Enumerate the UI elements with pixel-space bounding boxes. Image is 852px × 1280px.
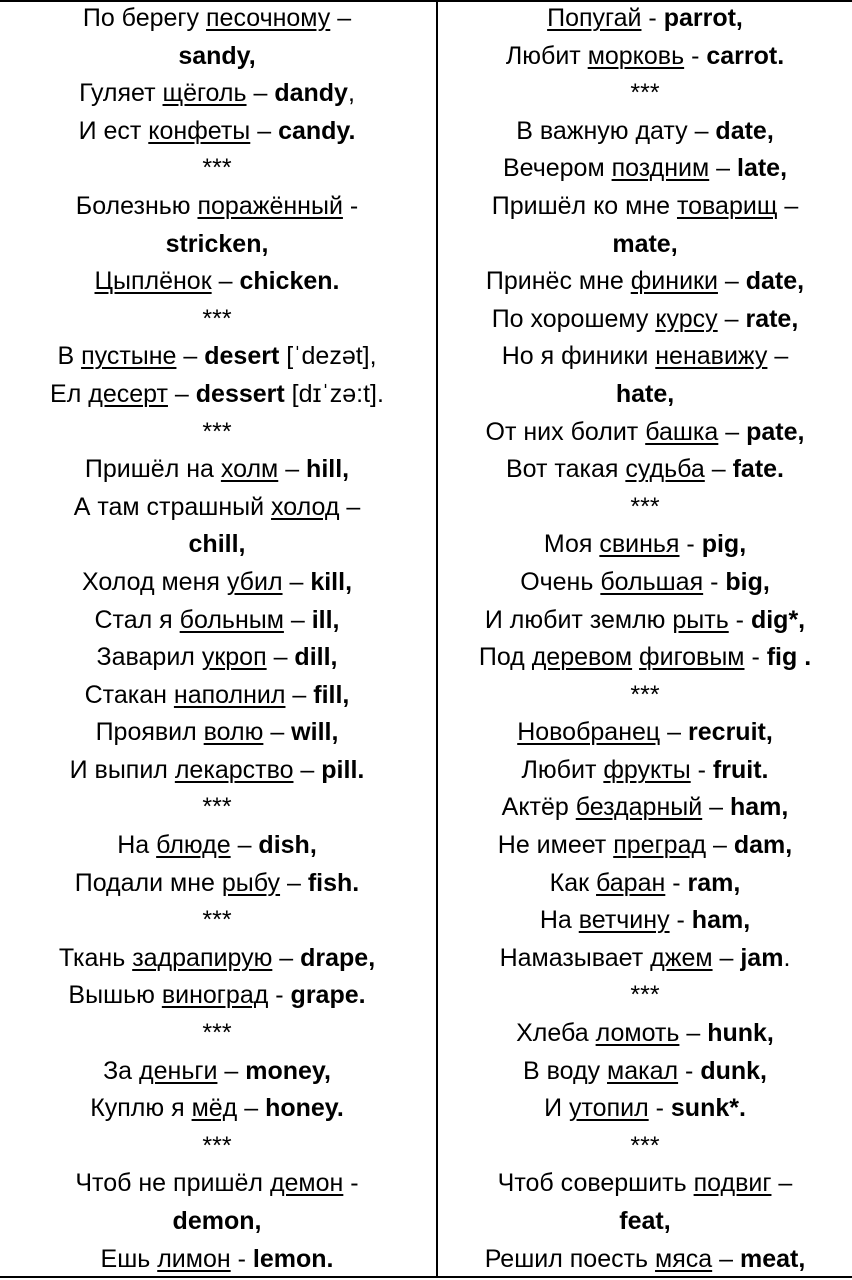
verse-line xyxy=(438,0,852,38)
english-word: pill. xyxy=(321,755,365,784)
verse-line xyxy=(438,414,852,452)
verse-text: - xyxy=(665,868,688,897)
verse-line xyxy=(438,1053,852,1091)
verse-text: – xyxy=(285,680,314,709)
russian-keyword: судьба xyxy=(625,455,705,484)
russian-keyword: демон xyxy=(269,1169,344,1198)
verse-line xyxy=(438,865,852,903)
verse-line xyxy=(438,150,852,188)
stanza-separator xyxy=(0,1015,434,1053)
verse-text: – xyxy=(717,304,746,333)
verse-text: – xyxy=(706,831,734,860)
verse-text: - xyxy=(343,1169,359,1198)
verse-line xyxy=(0,38,434,76)
verse-text: - xyxy=(684,41,707,70)
verse-text: Очень xyxy=(520,567,601,596)
english-word: sunk*. xyxy=(670,1094,746,1123)
verse-line xyxy=(438,338,852,376)
verse-line xyxy=(438,1090,852,1128)
verse-line xyxy=(0,489,434,527)
russian-keyword: морковь xyxy=(587,41,685,70)
verse-text: – xyxy=(230,831,259,860)
english-word: will, xyxy=(291,718,339,747)
verse-text: Заварил xyxy=(96,643,202,672)
russian-keyword: щёголь xyxy=(162,79,247,108)
verse-text: *** xyxy=(630,680,660,709)
verse-text: *** xyxy=(630,981,660,1010)
verse-line xyxy=(0,1165,434,1203)
verse-text: – xyxy=(167,379,196,408)
verse-line xyxy=(438,188,852,226)
verse-text: На xyxy=(117,831,157,860)
english-word: demon, xyxy=(172,1207,262,1235)
verse-text: – xyxy=(712,943,741,972)
russian-keyword: больным xyxy=(179,605,284,634)
stanza-separator xyxy=(0,902,434,940)
verse-text: Под xyxy=(478,643,532,672)
stanza-separator xyxy=(0,414,434,452)
english-word: chill, xyxy=(188,530,246,559)
english-word: kill, xyxy=(310,567,353,596)
english-word: lemon. xyxy=(252,1244,334,1273)
verse-text: В важную дату – xyxy=(516,116,716,145)
verse-text: *** xyxy=(202,154,232,183)
verse-line xyxy=(0,113,434,151)
russian-keyword: блюде xyxy=(156,831,231,860)
verse-text: Намазывает xyxy=(499,943,651,972)
verse-text: И любит землю xyxy=(484,605,673,634)
verse-text: Пришёл на xyxy=(84,455,221,484)
russian-keyword: поражённый xyxy=(197,191,343,220)
verse-text: Стакан xyxy=(84,680,174,709)
verse-line xyxy=(438,1241,852,1279)
russian-keyword: башка xyxy=(645,417,719,446)
verse-text: - xyxy=(690,755,713,784)
english-word: ham, xyxy=(691,906,751,935)
verse-text: По берегу xyxy=(82,4,206,32)
verse-text: Решил поесть xyxy=(484,1244,656,1273)
verse-line xyxy=(0,827,434,865)
russian-keyword: ненавижу xyxy=(655,342,768,371)
russian-keyword: поздним xyxy=(611,154,710,183)
english-word: hate, xyxy=(615,379,675,408)
russian-keyword: деревом xyxy=(531,643,633,672)
verse-text: – xyxy=(712,1244,740,1273)
verse-line xyxy=(0,564,434,602)
verse-line xyxy=(0,977,434,1015)
verse-text: *** xyxy=(202,793,232,822)
verse-line xyxy=(0,1203,434,1241)
verse-text: – xyxy=(280,868,308,897)
russian-keyword: финики xyxy=(630,267,718,296)
russian-keyword: деньги xyxy=(139,1056,218,1085)
english-word: ram, xyxy=(687,868,741,897)
verse-text: – xyxy=(767,342,789,371)
english-word: honey. xyxy=(265,1094,344,1123)
verse-line xyxy=(0,338,434,376)
verse-text: Ел xyxy=(50,379,89,408)
verse-line xyxy=(0,639,434,677)
english-word: meat, xyxy=(739,1244,806,1273)
verse-line xyxy=(0,1090,434,1128)
english-word: dandy xyxy=(274,79,348,108)
english-word: recruit, xyxy=(688,718,773,747)
russian-keyword: мёд xyxy=(191,1094,238,1123)
english-word: dig*, xyxy=(750,605,806,634)
russian-keyword: подвиг xyxy=(693,1169,772,1198)
verse-text: - xyxy=(679,530,702,559)
english-word: parrot, xyxy=(663,4,743,32)
english-word: ham, xyxy=(730,793,789,822)
russian-keyword: Цыплёнок xyxy=(94,267,212,296)
verse-line xyxy=(438,226,852,264)
verse-text: Не имеет xyxy=(497,831,614,860)
verse-text: *** xyxy=(630,79,660,108)
verse-text: Ешь xyxy=(100,1244,158,1273)
verse-text xyxy=(632,643,639,671)
right-poem-column xyxy=(438,0,852,1278)
verse-text: Холод меня xyxy=(81,567,227,596)
russian-keyword: конфеты xyxy=(148,116,251,145)
english-word: mate, xyxy=(612,229,678,258)
verse-text: Хлеба xyxy=(516,1019,596,1048)
stanza-separator xyxy=(438,977,852,1015)
verse-text: Чтоб совершить xyxy=(497,1169,694,1198)
verse-text: . xyxy=(783,943,791,972)
verse-line xyxy=(438,827,852,865)
verse-text: И ест xyxy=(78,116,149,145)
verse-line xyxy=(438,38,852,76)
russian-keyword: бездарный xyxy=(575,793,703,822)
english-word: hill, xyxy=(306,455,350,484)
english-word: stricken, xyxy=(165,229,269,258)
russian-keyword: ломоть xyxy=(595,1019,680,1048)
russian-keyword: свинья xyxy=(599,530,680,559)
verse-text: – xyxy=(771,1169,793,1198)
verse-text: Гуляет xyxy=(79,79,163,108)
russian-keyword: укроп xyxy=(201,643,267,672)
russian-keyword: фрукты xyxy=(603,755,691,784)
russian-keyword: большая xyxy=(600,567,704,596)
verse-text: Вечером xyxy=(502,154,612,183)
english-word: late, xyxy=(737,154,788,183)
verse-line xyxy=(438,1015,852,1053)
russian-keyword: рыть xyxy=(672,605,729,634)
stanza-separator xyxy=(0,150,434,188)
verse-line xyxy=(0,226,434,264)
verse-text: – xyxy=(211,267,240,296)
russian-keyword: холод xyxy=(271,492,340,521)
russian-keyword: макал xyxy=(607,1056,679,1085)
russian-keyword: лекарство xyxy=(174,755,294,784)
verse-text: – xyxy=(282,567,311,596)
verse-line xyxy=(0,1241,434,1279)
english-word: fig . xyxy=(766,643,812,672)
english-word: rate, xyxy=(745,304,799,333)
verse-text: А там страшный xyxy=(73,492,272,521)
stanza-separator xyxy=(438,489,852,527)
russian-keyword: лимон xyxy=(157,1244,231,1273)
english-word: pig, xyxy=(701,530,747,559)
english-word: pate, xyxy=(746,417,805,446)
english-word: fruit. xyxy=(712,755,769,784)
verse-text: *** xyxy=(202,304,232,333)
verse-text: – xyxy=(237,1094,266,1123)
verse-text: – xyxy=(263,718,292,747)
verse-text: Проявил xyxy=(95,718,204,747)
english-word: fate. xyxy=(732,455,784,484)
verse-text: - xyxy=(744,643,767,672)
verse-line xyxy=(0,752,434,790)
russian-keyword: пустыне xyxy=(81,342,177,371)
russian-keyword: Новобранец xyxy=(517,718,661,747)
russian-keyword: волю xyxy=(203,718,264,747)
verse-text: - xyxy=(728,605,751,634)
verse-text: – xyxy=(266,643,295,672)
russian-keyword: фиговым xyxy=(639,643,745,672)
english-word: carrot. xyxy=(706,41,785,70)
verse-text: От них болит xyxy=(485,417,646,446)
stanza-separator xyxy=(0,789,434,827)
english-word: drape, xyxy=(300,943,376,972)
verse-text: – xyxy=(704,455,733,484)
english-word: dish, xyxy=(258,831,317,860)
verse-text: Любит xyxy=(521,755,604,784)
verse-line xyxy=(438,451,852,489)
verse-line xyxy=(438,940,852,978)
verse-line xyxy=(0,602,434,640)
verse-text: - xyxy=(342,191,359,220)
verse-line xyxy=(438,1165,852,1203)
verse-text: Подали мне xyxy=(74,868,222,897)
russian-keyword: песочному xyxy=(206,4,331,32)
russian-keyword: утопил xyxy=(569,1094,649,1123)
stanza-separator xyxy=(438,1128,852,1166)
russian-keyword: курсу xyxy=(655,304,718,333)
verse-line xyxy=(0,865,434,903)
verse-text: Моя xyxy=(543,530,600,559)
verse-text: Пришёл ко мне xyxy=(491,191,677,220)
verse-text: Но я финики xyxy=(501,342,656,371)
verse-text: – xyxy=(278,455,307,484)
verse-text: – xyxy=(293,755,322,784)
verse-line xyxy=(438,526,852,564)
russian-keyword: задрапирую xyxy=(132,943,273,972)
verse-text: [ˈdezət], xyxy=(279,342,377,371)
verse-text: Актёр xyxy=(501,793,576,822)
english-word: date, xyxy=(745,267,805,296)
verse-text: В воду xyxy=(523,1056,608,1085)
verse-line xyxy=(438,602,852,640)
stanza-separator xyxy=(0,301,434,339)
verse-text: , xyxy=(347,79,355,108)
english-word: dam, xyxy=(733,831,793,860)
verse-line xyxy=(438,714,852,752)
english-word: dunk, xyxy=(700,1056,767,1085)
english-word: ill, xyxy=(311,605,340,634)
russian-keyword: Попугай xyxy=(547,4,642,32)
verse-line xyxy=(438,263,852,301)
verse-line xyxy=(0,526,434,564)
verse-line xyxy=(0,451,434,489)
verse-text: - xyxy=(641,4,664,32)
english-word: dessert xyxy=(195,379,285,408)
verse-text: Чтоб не пришёл xyxy=(75,1169,270,1198)
verse-text: – xyxy=(709,154,737,183)
verse-text: Как xyxy=(549,868,597,897)
verse-line xyxy=(0,188,434,226)
verse-text: *** xyxy=(630,1131,660,1160)
verse-text: По хорошему xyxy=(491,304,656,333)
verse-text: *** xyxy=(202,1019,232,1048)
verse-text: Куплю я xyxy=(90,1094,192,1123)
verse-text: – xyxy=(777,191,799,220)
english-word: desert xyxy=(204,342,280,371)
english-word: jam xyxy=(740,943,784,972)
english-word: chicken. xyxy=(239,267,340,296)
russian-keyword: преград xyxy=(613,831,707,860)
verse-text: И выпил xyxy=(69,755,175,784)
russian-keyword: виноград xyxy=(161,981,269,1010)
verse-text: Ткань xyxy=(58,943,133,972)
english-word: fill, xyxy=(313,680,350,709)
english-word: big, xyxy=(725,567,770,596)
verse-text: За xyxy=(103,1056,140,1085)
verse-text: Вышью xyxy=(68,981,162,1010)
verse-text: Принёс мне xyxy=(485,267,631,296)
verse-line xyxy=(438,564,852,602)
russian-keyword: товарищ xyxy=(676,191,778,220)
verse-text: – xyxy=(702,793,730,822)
verse-text: – xyxy=(717,267,746,296)
english-word: money, xyxy=(245,1056,331,1085)
verse-line xyxy=(438,639,852,677)
verse-text: И xyxy=(544,1094,569,1123)
verse-text: На xyxy=(539,906,579,935)
verse-line xyxy=(438,301,852,339)
russian-keyword: десерт xyxy=(88,379,168,408)
verse-text: - xyxy=(669,906,692,935)
verse-line xyxy=(438,376,852,414)
english-word: sandy, xyxy=(178,41,256,70)
verse-line xyxy=(438,789,852,827)
verse-text: Стал я xyxy=(94,605,180,634)
russian-keyword: наполнил xyxy=(173,680,286,709)
verse-text: *** xyxy=(202,906,232,935)
verse-text: *** xyxy=(630,492,660,521)
verse-line xyxy=(438,752,852,790)
verse-line xyxy=(0,0,434,38)
verse-line xyxy=(0,376,434,414)
russian-keyword: джем xyxy=(650,943,713,972)
english-word: hunk, xyxy=(707,1019,774,1048)
english-word: feat, xyxy=(619,1207,671,1235)
verse-text: - xyxy=(230,1244,253,1273)
verse-text: – xyxy=(250,116,279,145)
verse-line xyxy=(438,902,852,940)
verse-text: – xyxy=(246,79,275,108)
verse-text: - xyxy=(648,1094,671,1123)
verse-text: – xyxy=(679,1019,708,1048)
verse-text: – xyxy=(339,492,361,521)
verse-text: *** xyxy=(202,417,232,446)
verse-line xyxy=(0,714,434,752)
verse-text: Вот такая xyxy=(505,455,626,484)
verse-line xyxy=(0,75,434,113)
verse-text: – xyxy=(176,342,205,371)
stanza-separator xyxy=(0,1128,434,1166)
verse-line xyxy=(438,113,852,151)
english-word: dill, xyxy=(294,643,338,672)
verse-line xyxy=(0,1053,434,1091)
stanza-separator xyxy=(438,677,852,715)
english-word: candy. xyxy=(278,116,356,145)
stanza-separator xyxy=(438,75,852,113)
verse-line xyxy=(438,1203,852,1241)
verse-text: – xyxy=(217,1056,246,1085)
verse-line xyxy=(0,263,434,301)
english-word: date, xyxy=(715,116,774,145)
verse-text: – xyxy=(283,605,312,634)
verse-line xyxy=(0,677,434,715)
english-word: fish. xyxy=(307,868,360,897)
verse-text: - xyxy=(678,1056,701,1085)
russian-keyword: баран xyxy=(596,868,666,897)
verse-text: – xyxy=(330,4,352,32)
russian-keyword: ветчину xyxy=(578,906,670,935)
verse-text: – xyxy=(272,943,301,972)
verse-text: *** xyxy=(202,1131,232,1160)
verse-text: - xyxy=(268,981,291,1010)
verse-text: Болезнью xyxy=(75,191,198,220)
verse-text: В xyxy=(57,342,82,371)
verse-text: - xyxy=(703,567,726,596)
russian-keyword: рыбу xyxy=(221,868,281,897)
english-word: grape. xyxy=(290,981,366,1010)
russian-keyword: убил xyxy=(226,567,283,596)
verse-text: – xyxy=(660,718,689,747)
russian-keyword: холм xyxy=(220,455,279,484)
verse-text: – xyxy=(718,417,747,446)
verse-line xyxy=(0,940,434,978)
russian-keyword: мяса xyxy=(655,1244,713,1273)
verse-text: Любит xyxy=(505,41,588,70)
verse-text: [dɪˈzə:t]. xyxy=(284,379,384,408)
